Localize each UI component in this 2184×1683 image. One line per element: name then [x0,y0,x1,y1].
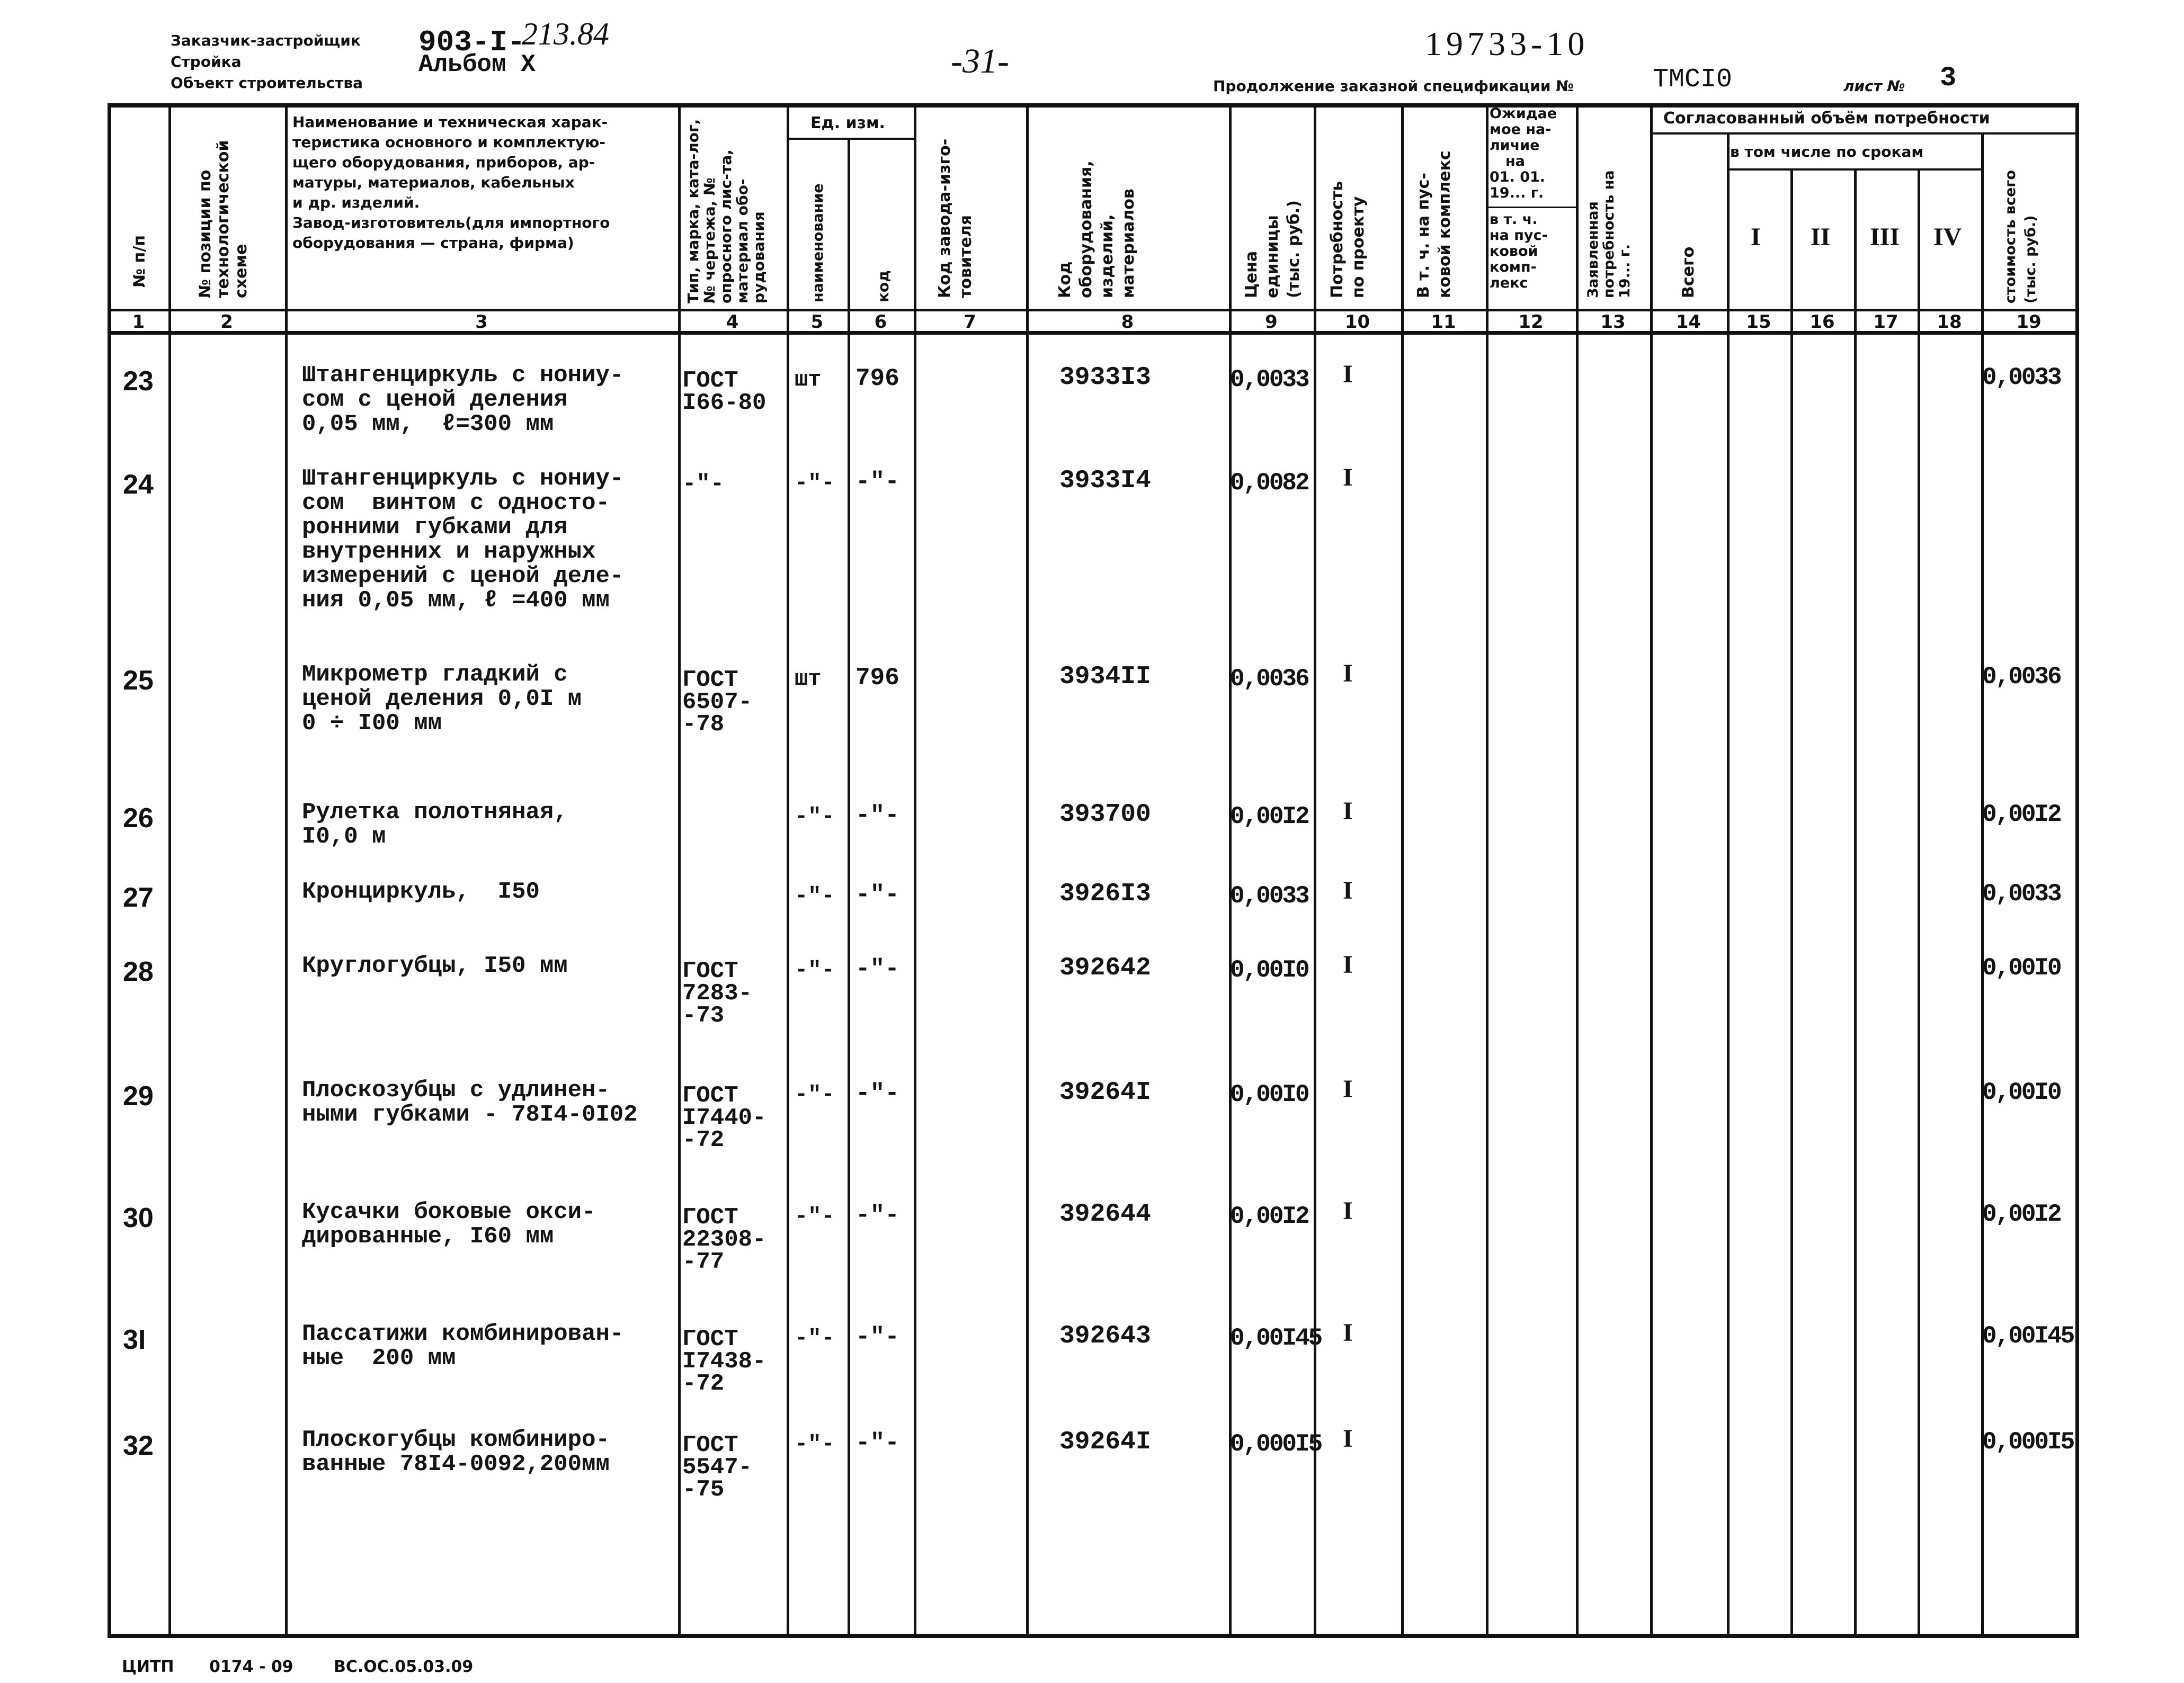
unit-name: -"- [795,1431,835,1457]
item-standard-line: 22308- [682,1227,766,1253]
item-standard-line: -75 [682,1476,725,1503]
project-need: I [1343,1319,1353,1347]
total-cost: 0,00I2 [1982,1201,2061,1228]
col-border [1229,103,1232,1638]
item-name [302,1200,596,1249]
item-standard-line: ГОСТ [682,368,738,394]
column-number: 7 [964,311,976,333]
item-code: 392643 [1059,1322,1151,1350]
item-name-line: Кусачки боковые окси- [302,1199,596,1225]
project-need: I [1343,659,1353,687]
item-name-line: дированные, I60 мм [302,1223,554,1250]
total-cost: 0,00I0 [1982,1079,2061,1106]
quarter-2-header: II [1811,223,1831,251]
item-name-line: Микрометр гладкий с [302,661,568,688]
col-border [787,103,789,1638]
col-border [1486,103,1488,1638]
item-standard [682,669,752,736]
terms-group-header: в том числе по срокам [1730,143,1924,160]
row-number: 26 [123,803,154,834]
item-name-line: ценой деления 0,0I м [302,686,582,712]
col-border [1314,103,1316,1638]
col-border [1727,132,1730,1638]
item-code: 3933I4 [1059,467,1151,495]
item-name [302,663,582,736]
item-name-line: I0,0 м [302,823,386,850]
row-number: 25 [123,665,154,696]
unit-name: -"- [795,883,835,909]
item-name-line: ванные 78I4-0092,200мм [302,1451,610,1478]
unit-price: 0,0033 [1230,366,1308,393]
item-name [302,1322,623,1371]
item-code: 39264I [1059,1428,1151,1456]
col-border [1918,168,1920,1638]
col-header-11: В т. ч. на пус-ковой комплекс [1414,150,1454,298]
column-number: 3 [475,311,488,333]
agreed-group-header: Согласованный объём потребности [1663,109,1990,128]
unit-name: -"- [795,1326,835,1351]
unit-code: -"- [855,1429,899,1457]
item-name-line: Штангенциркуль с нониу- [302,362,624,389]
footer-code-1: 0174 - 09 [209,1658,293,1676]
album-label: Альбом X [418,51,536,78]
item-name [302,800,568,849]
item-standard [682,1206,766,1273]
item-standard [682,473,724,495]
item-standard [682,1328,766,1395]
item-standard-line: ГОСТ [682,958,738,984]
unit-code: -"- [855,955,899,983]
item-name-line: 0,05 мм, ℓ=300 мм [302,411,554,437]
agreed-group-divider [1650,132,2079,135]
item-standard-line: ГОСТ [682,1432,738,1458]
item-standard-line: -72 [682,1127,725,1153]
row-number: 23 [123,366,154,397]
col-header-3 [292,112,676,253]
column-number: 6 [874,311,887,333]
column-number: 4 [726,311,739,333]
item-name [302,954,568,978]
item-name [302,880,540,904]
col-border [678,103,681,1638]
unit-name: шт [795,367,822,392]
column-number: 13 [1600,311,1626,333]
col-header-8: Код оборудования, изделий, материалов [1056,160,1138,298]
project-need: I [1343,1425,1353,1453]
unit-name: шт [795,666,822,692]
col-border [1026,103,1029,1638]
quarter-1-header: I [1751,223,1761,251]
item-name [302,363,623,436]
item-standard-line: ГОСТ [682,1204,738,1231]
item-standard-line: -72 [682,1371,725,1397]
total-cost: 0,0036 [1982,663,2061,691]
row-number: 3I [123,1324,146,1355]
column-number: 9 [1265,311,1278,333]
unit-price: 0,0036 [1230,665,1308,693]
item-code: 392642 [1059,954,1151,982]
column-number: 8 [1121,311,1134,333]
unit-code: -"- [855,468,899,496]
col3-line: оборудования — страна, фирма) [292,234,574,252]
item-code: 3934II [1059,663,1151,691]
unit-code: 796 [855,365,899,392]
item-standard [682,960,752,1027]
total-cost: 0,000I5 [1982,1428,2074,1456]
unit-price: 0,00I0 [1230,956,1308,984]
row-number: 32 [123,1430,154,1461]
item-standard [682,370,766,414]
item-name-line: Рулетка полотняная, [302,799,568,826]
col-border [848,138,850,1638]
col-border [285,103,288,1638]
item-standard [682,1082,766,1153]
column-number: 14 [1675,311,1701,333]
item-standard-line: 5547- [682,1454,753,1481]
item-standard-line: I7440- [682,1105,766,1131]
row-number: 24 [123,469,154,500]
item-name-line: ронними губками для [302,514,568,541]
total-cost: 0,0033 [1982,880,2061,908]
unit-price: 0,00I2 [1230,803,1308,830]
sheet-number: 3 [1940,62,1957,94]
unit-name: -"- [795,1082,835,1107]
item-name-line: сом винтом с односто- [302,490,610,516]
row-number: 27 [123,882,154,913]
item-standard-line: -73 [682,1002,725,1029]
column-number: 1 [132,311,145,333]
customer-label: Заказчик-застройщик [171,32,361,49]
item-name-line: Штангенциркуль с нониу- [302,465,624,492]
col3-line: и др. изделий. [292,194,420,211]
total-cost: 0,00I2 [1982,801,2061,828]
col-border [914,103,916,1638]
project-need: I [1343,360,1353,388]
unit-code: 796 [855,664,899,692]
footer-code-2: ВС.ОС.05.03.09 [334,1658,474,1676]
unit-name: -"- [795,957,835,983]
col-header-9: Цена единицы (тыс. руб.) [1242,200,1303,298]
col3-line: матуры, материалов, кабельных [292,174,575,191]
project-need: I [1343,797,1353,825]
item-standard-line: -78 [682,711,725,738]
item-standard-line: I66-80 [682,390,766,416]
col-border [1401,103,1404,1638]
item-standard [682,1434,752,1501]
item-name-line: Кронциркуль, I50 [302,879,540,905]
total-cost: 0,00I45 [1982,1322,2074,1350]
col-header-13: Заявленная потребность на 19... г. [1584,170,1633,298]
item-name-line: Плоскогубцы комбиниро- [302,1427,610,1453]
table-bottom-border [109,1634,2079,1638]
item-name-line: Круглогубцы, I50 мм [302,953,568,979]
item-standard-line: I7438- [682,1348,766,1375]
col-header-7: Код завода-изго-товителя [935,138,975,298]
item-name-line: внутренних и наружных [302,539,596,565]
col-border [1576,103,1579,1638]
item-standard-line: 6507- [682,689,753,715]
column-number: 17 [1873,311,1898,333]
unit-code: -"- [855,802,899,829]
item-standard-line: ГОСТ [682,1326,738,1353]
column-number: 10 [1344,311,1370,333]
col-border [1650,103,1653,1638]
unit-code: -"- [855,1323,899,1351]
quarter-4-header: IV [1933,223,1962,251]
col-border [2075,103,2079,1638]
item-name-line: измерений с ценой деле- [302,563,624,589]
col-border [1854,168,1857,1638]
spec-code: ТМСI0 [1653,65,1733,95]
table-top-border [109,103,2079,108]
col3-line: Завод-изготовитель(для импортного [292,214,610,231]
column-number: 15 [1746,311,1771,333]
row-number: 29 [123,1081,154,1112]
item-standard-line: -77 [682,1249,725,1275]
col3-line: щего оборудования, приборов, ар- [292,154,595,171]
col12-divider [1486,207,1576,208]
col-header-1: № п/п [130,235,149,288]
item-standard-line: 7283- [682,980,753,1007]
project-code: 903-I- [418,25,525,59]
unit-name: -"- [795,1204,835,1229]
col3-line: теристика основного и комплектую- [292,133,605,151]
col3-line: Наименование и техническая харак- [292,113,608,131]
col-header-10: Потребность по проекту [1328,181,1368,298]
item-name-line: ния 0,05 мм, ℓ =400 мм [302,587,610,614]
item-standard-line: ГОСТ [682,667,738,693]
unit-name: -"- [795,804,835,829]
object-label: Объект строительства [171,74,363,92]
column-number: 16 [1809,311,1835,333]
site-label: Стройка [171,53,242,70]
unit-price: 0,0082 [1230,469,1308,497]
unit-price: 0,0033 [1230,882,1308,910]
unit-name: -"- [795,470,835,496]
item-name [302,467,623,613]
item-name-line: 0 ÷ I00 мм [302,710,442,737]
total-cost: 0,00I0 [1982,954,2061,982]
column-number: 5 [810,311,824,333]
item-name-line: ными губками - 78I4-0I02 [302,1102,638,1128]
unit-code: -"- [855,881,899,909]
column-number: 2 [220,311,233,333]
units-group-header: Ед. изм. [810,114,885,132]
page-mark: -31- [951,42,1009,80]
item-code: 393700 [1059,800,1151,829]
col-border [108,103,111,1638]
unit-price: 0,000I5 [1230,1430,1322,1458]
col-header-14: Всего [1679,246,1698,298]
column-number: 19 [2016,311,2042,333]
col-header-12-top: Ожидае мое на- личие на 01. 01. 19... г. [1490,105,1557,201]
document-number: 19733-10 [1425,25,1589,62]
unit-price: 0,00I45 [1230,1324,1322,1352]
continuation-label: Продолжение заказной спецификации № [1213,77,1574,95]
unit-price: 0,00I0 [1230,1081,1308,1108]
item-code: 39264I [1059,1078,1151,1107]
col-header-12-bottom: в т. ч. на пус- ковой комп- лекс [1490,211,1548,291]
total-cost: 0,0033 [1982,364,2061,391]
item-code: 3926I3 [1059,880,1151,908]
item-code: 392644 [1059,1200,1151,1229]
unit-code: -"- [855,1080,899,1107]
project-code-handwritten: 213.84 [522,16,609,51]
unit-price: 0,00I2 [1230,1203,1308,1230]
col-header-4: Тип, марка, ката-лог, № чертежа, № опросного лис-та, материал обо-рудования [684,119,768,303]
item-name [302,1078,638,1127]
col-header-5: наименование [810,183,826,302]
item-name-line: Пассатижи комбинирован- [302,1321,624,1347]
footer-org: ЦИТП [122,1658,174,1676]
column-number: 18 [1937,311,1962,333]
item-standard-line: ГОСТ [682,1082,738,1109]
item-standard-line: -"- [682,471,725,497]
row-number: 28 [123,956,154,987]
item-code: 3933I3 [1059,363,1151,392]
column-number: 12 [1518,311,1544,333]
project-need: I [1343,951,1353,979]
item-name-line: ные 200 мм [302,1345,456,1372]
project-need: I [1343,1075,1353,1103]
column-number: 11 [1431,311,1456,333]
sheet-label: лист № [1843,77,1905,95]
project-need: I [1343,1197,1353,1225]
project-need: I [1343,463,1353,491]
col-border [1790,168,1793,1638]
col-border [168,103,171,1638]
col-header-19: стоимость всего (тыс. руб.) [2002,170,2039,303]
units-group-divider [787,138,914,140]
item-name-line: сом с ценой деления [302,387,568,413]
quarter-3-header: III [1870,223,1900,251]
unit-code: -"- [855,1202,899,1229]
item-name [302,1428,610,1476]
col-header-6: код [875,270,892,302]
row-number: 30 [123,1203,154,1233]
project-need: I [1343,876,1353,905]
item-name-line: Плоскозубцы с удлинен- [302,1077,610,1104]
col-header-2: № позиции по технологической схеме [195,140,251,298]
